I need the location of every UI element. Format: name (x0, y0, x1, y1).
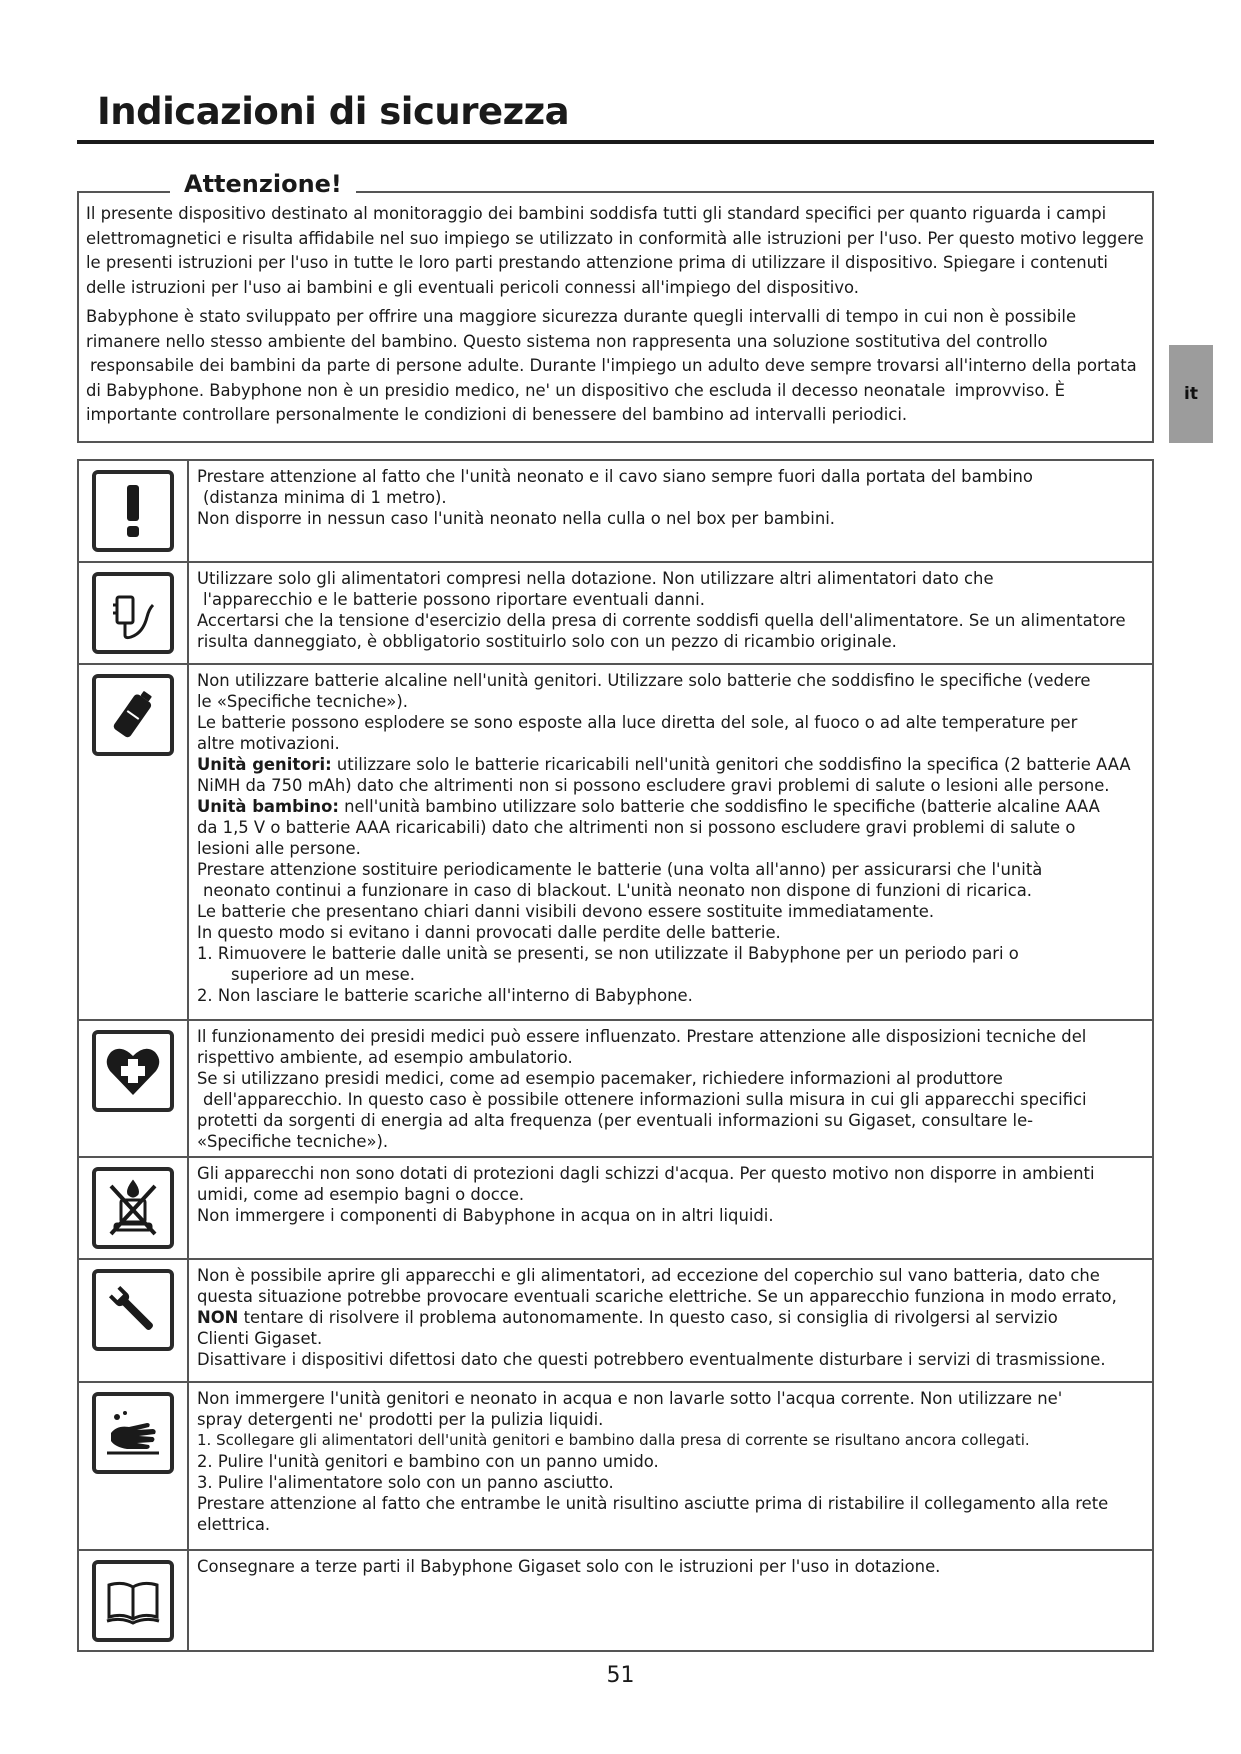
text-line: rimanere nello stesso ambiente del bambino. Questo sistema non rappresenta una soluzione sostitutiva del controllo (86, 331, 1048, 351)
text-line: campi elettromagnetici e risulta affidabile nel suo impiego se utilizzato in conformità alle istruzioni per l'uso. Per questo (86, 204, 1107, 248)
text-line: responsabile dei bambini da parte di persone adulte. Durante l'impiego un adulto deve sempre trovarsi all'interno (90, 356, 1027, 375)
text-line: Il presente dispositivo destinato al monitoraggio dei bambini soddisfa tutti gli standard specifici per quanto riguarda i (86, 204, 1051, 223)
bold-label: Unità bambino: (197, 797, 339, 816)
safety-row (79, 1021, 1152, 1158)
text-line: In questo modo si evitano i danni provocati dalle perdite delle batterie. (197, 923, 781, 942)
icon-cell (79, 461, 189, 561)
text-line: questa situazione potrebbe provocare eventuali scariche elettriche. Se un apparecchio funziona in modo errato, (197, 1287, 1117, 1306)
icon-cell (79, 665, 189, 1019)
text-line: Clienti Gigaset. (197, 1329, 323, 1348)
medical-heart-icon (92, 1030, 174, 1112)
text-line: Non immergere i componenti di Babyphone in acqua on in altri liquidi. (197, 1206, 774, 1225)
text-fragment: tentare di risolvere il problema autonomamente. In questo caso, si consiglia di rivolgersi al servizio (243, 1308, 1058, 1327)
bold-label: Unità genitori: (197, 755, 332, 774)
warning-title: Attenzione! (184, 170, 342, 198)
battery-icon (92, 674, 174, 756)
text-cell (189, 665, 1152, 1019)
text-line: 2. Pulire l'unità genitori e bambino con un panno umido. (197, 1452, 659, 1471)
safety-row (79, 1383, 1152, 1551)
text-line: dell'apparecchio. In questo caso è possibile ottenere informazioni sulla misura in cui gli apparecchi specifici (203, 1090, 1087, 1109)
text-line: Le batterie possono esplodere se sono esposte alla luce diretta del sole, al fuoco o ad alte temperature per (197, 713, 1078, 732)
text-line: Disattivare i dispositivi difettosi dato che questi potrebbero eventualmente disturbare i servizi di trasmissione. (197, 1350, 1106, 1369)
text-line: 2. Non lasciare le batterie scariche all'interno di Babyphone. (197, 986, 693, 1005)
text-line: spray detergenti ne' prodotti per la pulizia liquidi. (197, 1410, 604, 1429)
text-line: della portata di Babyphone. Babyphone non è un presidio medico, ne' un dispositivo che escluda il decesso neonatale (86, 356, 1137, 400)
text-line: lesioni alle persone. (197, 839, 361, 858)
text-line: Babyphone è stato sviluppato per offrire una maggiore sicurezza durante quegli intervalli di tempo in cui non è possibile (86, 307, 1077, 326)
text-line: altre motivazioni. (197, 734, 340, 753)
text-line: protetti da sorgenti di energia ad alta frequenza (per eventuali informazioni su Gigaset, consultare le- (197, 1111, 1034, 1130)
text-line: (distanza minima di 1 metro). (203, 488, 447, 507)
text-line: Non disporre in nessun caso l'unità neonato nella culla o nel box per bambini. (197, 509, 836, 528)
text-fragment: nell'unità bambino utilizzare solo batterie che soddisfino le specifiche (batterie alcaline AAA (344, 797, 1100, 816)
text-line: le «Specifiche tecniche»). (197, 692, 408, 711)
text-line: improvviso. È importante controllare personalmente le condizioni di benessere del bambino ad intervalli periodici. (86, 380, 1065, 424)
text-line: Utilizzare solo gli alimentatori compresi nella dotazione. Non utilizzare altri alimentatori dato che (197, 569, 994, 588)
text-line: Prestare attenzione al fatto che entrambe le unità risultino asciutte prima di ristabilire il collegamento alla rete (197, 1494, 1109, 1513)
safety-row (79, 1551, 1152, 1650)
page-number: 51 (606, 1663, 635, 1688)
no-water-icon (92, 1167, 174, 1249)
text-line: Consegnare a terze parti il Babyphone Gigaset solo con le istruzioni per l'uso in dotazione. (197, 1557, 941, 1576)
wrench-icon (92, 1269, 174, 1351)
exclamation-icon (92, 470, 174, 552)
warning-title-container (170, 170, 356, 198)
icon-cell (79, 1260, 189, 1381)
safety-row (79, 1260, 1152, 1383)
safety-row (79, 461, 1152, 563)
safety-table (77, 459, 1154, 1652)
text-line: risulta danneggiato, è obbligatorio sostituirlo solo con un pezzo di ricambio originale. (197, 632, 897, 651)
text-cell (189, 563, 1152, 663)
text-line (197, 796, 1146, 817)
text-line (197, 1307, 1146, 1328)
text-line: Spiegare i contenuti delle istruzioni per l'uso ai bambini e gli eventuali pericoli connessi all'impiego del dispositivo. (86, 253, 1108, 297)
language-tab: it (1169, 345, 1213, 443)
cleaning-hand-icon (92, 1392, 174, 1474)
text-line: Prestare attenzione sostituire periodicamente le batterie (una volta all'anno) per assicurarsi che l'unità (197, 860, 1043, 879)
text-line: elettrica. (197, 1515, 271, 1534)
page-title: Indicazioni di sicurezza (97, 90, 570, 133)
text-line: Non è possibile aprire gli apparecchi e gli alimentatori, ad eccezione del coperchio sul vano batteria, dato che (197, 1266, 1100, 1285)
text-cell (189, 1383, 1152, 1549)
text-line: Non utilizzare batterie alcaline nell'unità genitori. Utilizzare solo batterie che soddisfino le specifiche (vedere (197, 671, 1091, 690)
warning-box (77, 191, 1154, 443)
text-line: motivo leggere le presenti istruzioni per l'uso in tutte le loro parti prestando attenzione prima di utilizzare il dispositivo. (86, 228, 1144, 272)
power-adapter-icon (92, 572, 174, 654)
icon-cell (79, 1158, 189, 1258)
text-cell (189, 461, 1152, 561)
warning-text (86, 202, 1145, 433)
text-line: superiore ad un mese. (231, 965, 415, 984)
title-divider (77, 140, 1154, 144)
icon-cell (79, 1551, 189, 1650)
text-cell (189, 1260, 1152, 1381)
text-line: Gli apparecchi non sono dotati di protezioni dagli schizzi d'acqua. Per questo motivo non disporre in ambienti (197, 1164, 1095, 1183)
safety-row (79, 665, 1152, 1021)
text-cell (189, 1158, 1152, 1258)
icon-cell (79, 1021, 189, 1156)
safety-row (79, 563, 1152, 665)
icon-cell (79, 563, 189, 663)
text-line: 1. Scollegare gli alimentatori dell'unità genitori e bambino dalla presa di corrente se risultano ancora collegati. (197, 1431, 1030, 1449)
text-line: l'apparecchio e le batterie possono riportare eventuali danni. (203, 590, 705, 609)
text-line: Le batterie che presentano chiari danni visibili devono essere sostituite immediatamente. (197, 902, 935, 921)
text-line: neonato continui a funzionare in caso di blackout. L'unità neonato non dispone di funzioni di ricarica. (203, 881, 1032, 900)
text-line: Se si utilizzano presidi medici, come ad esempio pacemaker, richiedere informazioni al produttore (197, 1069, 1003, 1088)
text-line: Accertarsi che la tensione d'esercizio della presa di corrente soddisfi quella dell'alimentatore. Se un alimentatore (197, 611, 1126, 630)
text-line: umidi, come ad esempio bagni o docce. (197, 1185, 525, 1204)
text-line: Non immergere l'unità genitori e neonato in acqua e non lavarle sotto l'acqua corrente. Non utilizzare ne' (197, 1389, 1063, 1408)
text-line: «Specifiche tecniche»). (197, 1132, 389, 1151)
text-line: 1. Rimuovere le batterie dalle unità se presenti, se non utilizzate il Babyphone per un periodo pari o (197, 944, 1019, 963)
text-line (197, 754, 1146, 775)
text-line: rispettivo ambiente, ad esempio ambulatorio. (197, 1048, 573, 1067)
text-line: Prestare attenzione al fatto che l'unità neonato e il cavo siano sempre fuori dalla portata del bambino (197, 467, 1033, 486)
text-cell (189, 1021, 1152, 1156)
icon-cell (79, 1383, 189, 1549)
text-cell (189, 1551, 1152, 1650)
warning-paragraph-1 (86, 202, 1145, 300)
manual-book-icon (92, 1560, 174, 1642)
text-line: 3. Pulire l'alimentatore solo con un panno asciutto. (197, 1473, 614, 1492)
text-line: NiMH da 750 mAh) dato che altrimenti non si possono escludere gravi problemi di salute o lesioni alle persone. (197, 776, 1110, 795)
text-line: da 1,5 V o batterie AAA ricaricabili) dato che altrimenti non si possono escludere gravi problemi di salute o (197, 818, 1076, 837)
text-fragment: utilizzare solo le batterie ricaricabili nell'unità genitori che soddisfino la specifica (2 batterie AAA (336, 755, 1131, 774)
bold-label: NON (197, 1308, 239, 1327)
text-line: Il funzionamento dei presidi medici può essere influenzato. Prestare attenzione alle disposizioni tecniche del (197, 1027, 1087, 1046)
safety-row (79, 1158, 1152, 1260)
warning-paragraph-2 (86, 305, 1145, 428)
